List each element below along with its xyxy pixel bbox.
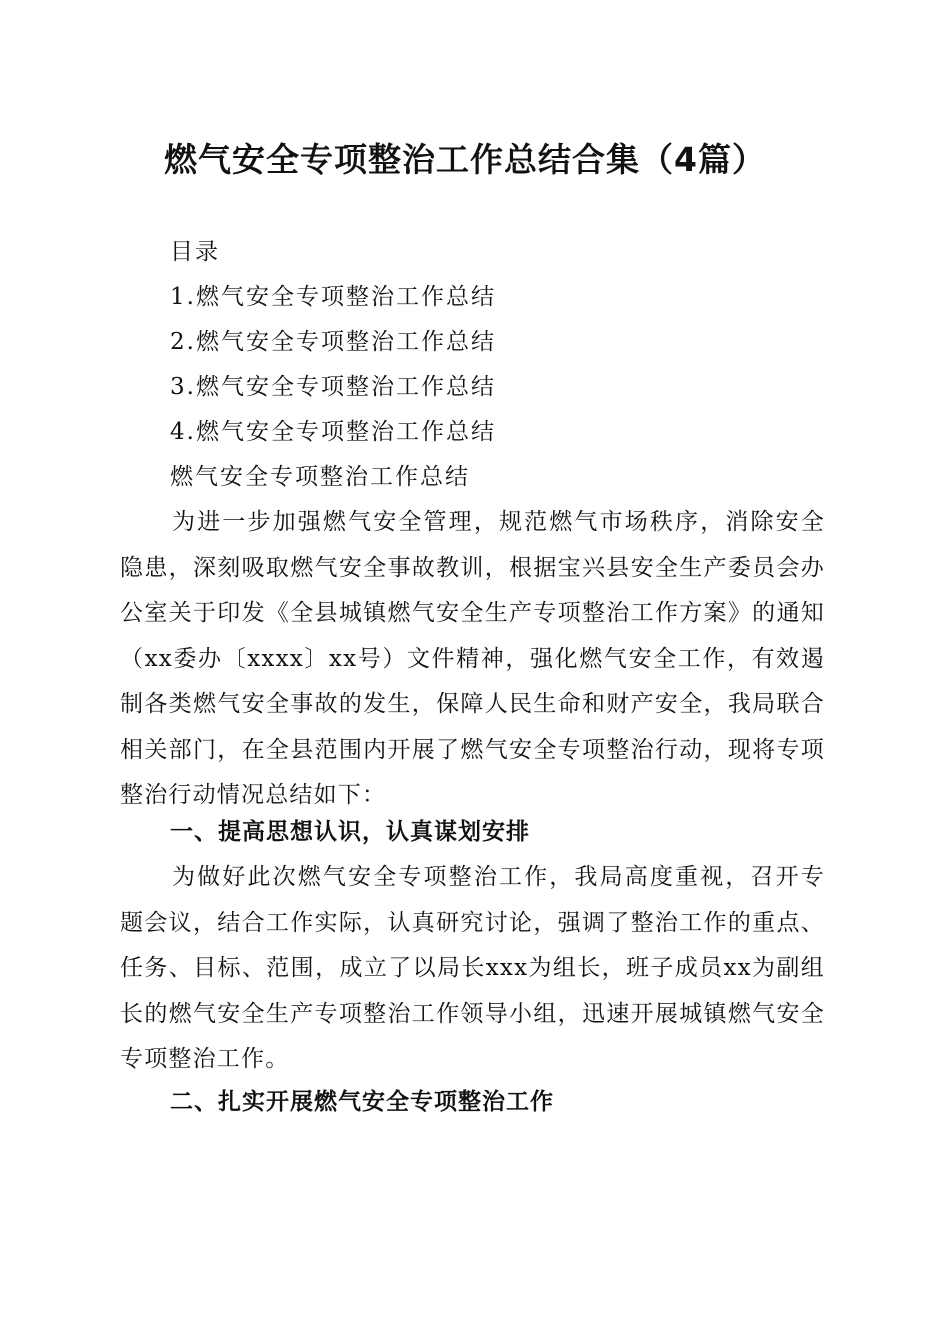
toc-heading: 目录 [170, 239, 220, 265]
toc-item-3: 3.燃气安全专项整治工作总结 [170, 374, 496, 400]
section-2-heading: 二、扎实开展燃气安全专项整治工作 [170, 1089, 554, 1115]
article-title: 燃气安全专项整治工作总结 [170, 464, 470, 490]
section-1-heading: 一、提高思想认识，认真谋划安排 [170, 819, 530, 845]
intro-paragraph: 为进一步加强燃气安全管理，规范燃气市场秩序，消除安全隐患，深刻吸取燃气安全事故教训，根据宝兴县安全生产委员会办公室关于印发《全县城镇燃气安全生产专项整治工作方案》的通知（xx委办〔xxxx〕xx号）文件精神，强化燃气安全工作，有效遏制各类燃气安全事故的发生，保障人民生命和财产安全，我局联合相关部门，在全县范围内开展了燃气安全专项整治行动，现将专项整治行动情况总结如下： [120, 509, 825, 808]
toc-item-2: 2.燃气安全专项整治工作总结 [170, 329, 496, 355]
toc-item-1: 1.燃气安全专项整治工作总结 [170, 284, 496, 310]
toc-item-4: 4.燃气安全专项整治工作总结 [170, 419, 496, 445]
section-1-paragraph: 为做好此次燃气安全专项整治工作，我局高度重视，召开专题会议，结合工作实际，认真研究讨论，强调了整治工作的重点、任务、目标、范围，成立了以局长xxx为组长，班子成员xx为副组长的燃气安全生产专项整治工作领导小组，迅速开展城镇燃气安全专项整治工作。 [120, 864, 825, 1072]
document-title: 燃气安全专项整治工作总结合集（4篇） [164, 140, 766, 179]
